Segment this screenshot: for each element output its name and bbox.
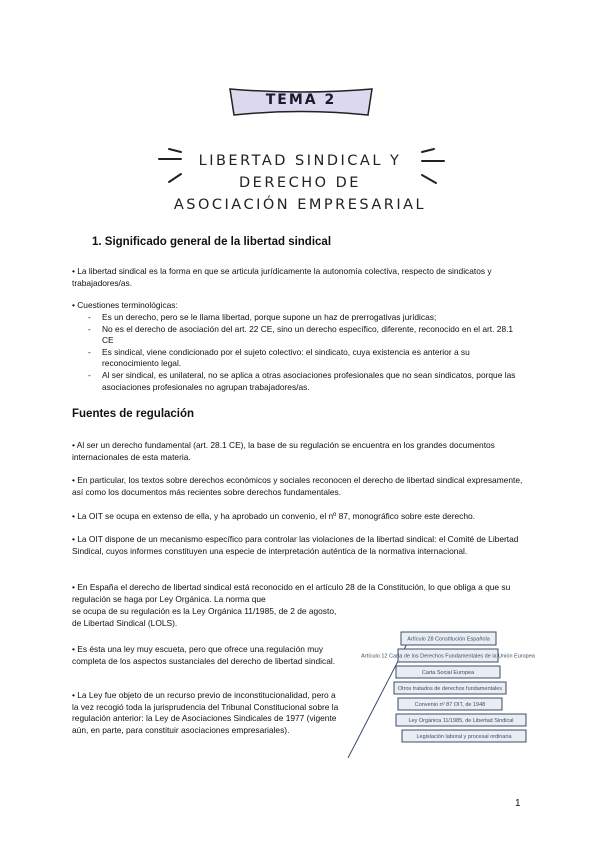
sources-pyramid [346, 630, 546, 760]
list-item: - Es sindical, viene condicionado por el sujeto colectivo: el sindicato, cuya existencia es anterior a su reconocimiento legal. [88, 346, 470, 369]
pyramid-level-label: Artículo 28 Constitución Española [407, 636, 490, 643]
tema-label: TEMA 2 [265, 92, 337, 108]
list-item: - No es el derecho de asociación del art. 22 CE, sino un derecho específico, diferente, reconocido en el art. 28.1 CE [88, 323, 514, 346]
section-2-paragraph-7: • La Ley fue objeto de un recurso previo de inconstitucionalidad, pero a la vez recogió toda la jurisprudencia del Tribunal Constitucional sobre la regulación anterior: la Ley de Asociaciones Sindicales de 1977 (vigente aún, en parte, para constituir asociaciones empresariales). [72, 690, 339, 735]
pyramid-level-label: Convenio nº 87 OIT, de 1948 [414, 702, 486, 708]
list-item: - Al ser sindical, es unilateral, no se aplica a otras asociaciones profesionales que no sean sindicatos, porque las asociaciones profesionales no agrupan trabajadores/as. [88, 369, 516, 392]
list-item: - Es un derecho, pero se le llama libertad, porque supone un haz de prerrogativas jurídicas; [88, 312, 437, 322]
section-1-paragraph-2: • Cuestiones terminológicas: [72, 300, 178, 310]
section-2-paragraph-4: • La OIT dispone de un mecanismo específico para controlar las violaciones de la libertad sindical: el Comité de Libertad Sindical, cuyos informes constituyen una especie de interpretación auténtica de la normativa internacional. [72, 534, 519, 556]
section-2-paragraph-5-continued: se ocupa de su regulación es la Ley Orgánica 11/1985, de 2 de agosto, de Libertad Sindical (LOLS). [72, 606, 337, 628]
page-number: 1 [515, 798, 521, 809]
section-1-paragraph-1: • La libertad sindical es la forma en que se articula jurídicamente la autonomía colectiva, respecto de sindicatos y trabajadores/as. [72, 266, 492, 288]
section-2-paragraph-5: • En España el derecho de libertad sindical está reconocido en el artículo 28 de la Constitución, lo que obliga a que su regulación se haga por Ley Orgánica. La norma que [72, 582, 511, 604]
pyramid-level-label: Artículo 12 Carta de los Derechos Fundamentales de la Unión Europea [361, 653, 535, 660]
title-line-1: LIBERTAD SINDICAL Y DERECHO DE [198, 153, 402, 191]
page-title [170, 150, 430, 216]
section-1-heading: 1. Significado general de la libertad sindical [92, 236, 332, 248]
section-2-paragraph-6: • Es ésta una ley muy escueta, pero que ofrece una regulación muy completa de los aspectos sustanciales del derecho de libertad sindical. [72, 644, 336, 666]
pyramid-level-label: Carta Social Europea [421, 670, 475, 676]
pyramid-level-label: Legislación laboral y procesal ordinaria [416, 734, 512, 740]
section-2-paragraph-1: • Al ser un derecho fundamental (art. 28.1 CE), la base de su regulación se encuentra en los grandes documentos internacionales de esta materia. [72, 440, 495, 462]
section-2-heading: Fuentes de regulación [72, 408, 195, 420]
section-2-paragraph-2: • En particular, los textos sobre derechos económicos y sociales reconocen el derecho de libertad sindical expresamente, así como los documentos más recientes sobre derechos fundamentales. [72, 475, 523, 497]
pyramid-level-label: Otros tratados de derechos fundamentales [397, 686, 503, 692]
terminology-list [72, 312, 527, 393]
title-line-2: ASOCIACIÓN EMPRESARIAL [173, 197, 427, 213]
section-2-paragraph-3: • La OIT se ocupa en extenso de ella, y ha aprobado un convenio, el nº 87, monográfico sobre este derecho. [72, 511, 475, 521]
pyramid-level-label: Ley Orgánica 11/1985, de Libertad Sindical [408, 718, 514, 724]
